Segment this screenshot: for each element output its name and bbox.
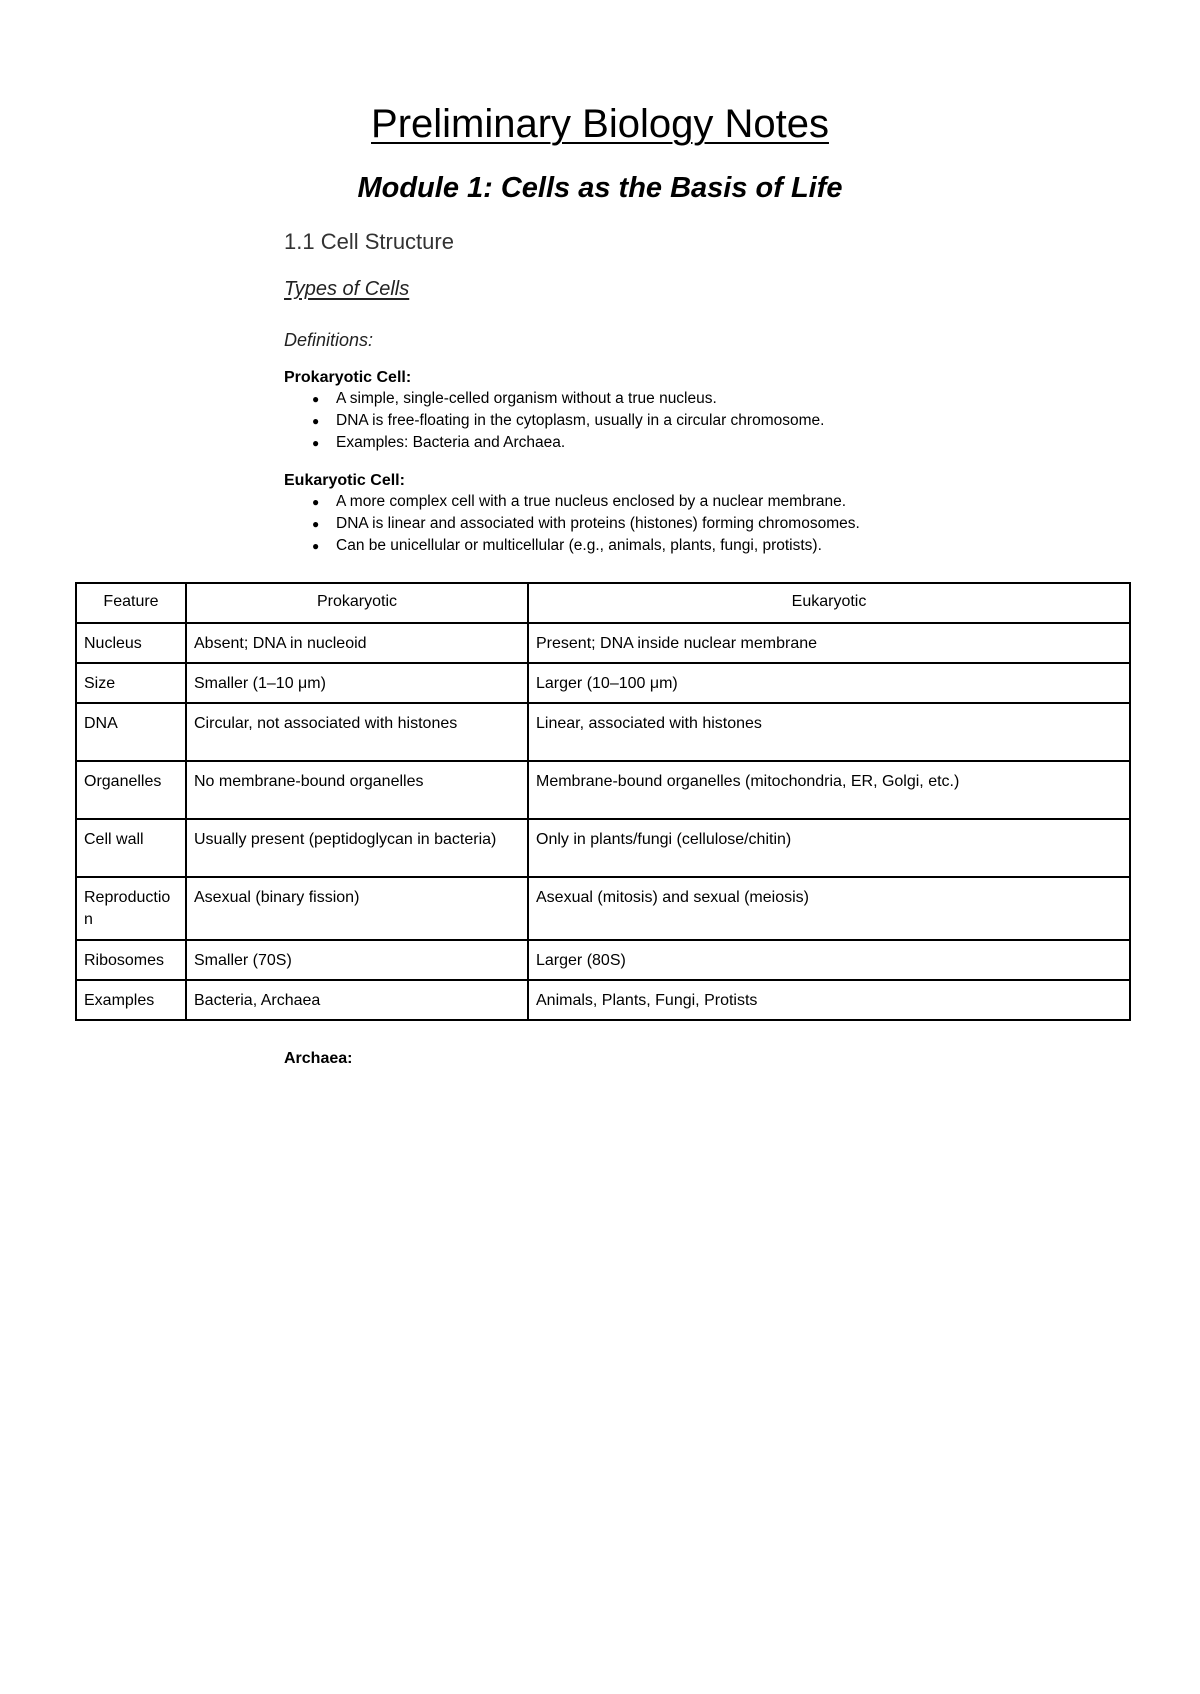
header-feature: Feature — [76, 583, 186, 623]
bullet-icon: ● — [312, 414, 320, 428]
bullet-icon: ● — [312, 495, 320, 509]
eukaryotic-cell: Larger (10–100 μm) — [528, 663, 1130, 703]
list-item — [284, 410, 1084, 432]
bullet-icon: ● — [312, 436, 320, 450]
list-item — [284, 535, 1084, 557]
header-eukaryotic: Eukaryotic — [528, 583, 1130, 623]
prokaryotic-cell: Smaller (1–10 μm) — [186, 663, 528, 703]
list-item-text: Can be unicellular or multicellular (e.g., animals, plants, fungi, protists). — [336, 537, 822, 554]
bullet-icon: ● — [312, 517, 320, 531]
eukaryotic-cell: Larger (80S) — [528, 940, 1130, 980]
list-item-text: Examples: Bacteria and Archaea. — [336, 434, 566, 451]
prokaryotic-cell: Circular, not associated with histones — [186, 703, 528, 761]
prokaryotic-cell: Asexual (binary fission) — [186, 877, 528, 940]
prokaryotic-heading: Prokaryotic Cell: — [284, 369, 412, 386]
section-title: 1.1 Cell Structure — [284, 229, 454, 254]
list-item-text: A simple, single-celled organism without a true nucleus. — [336, 390, 717, 407]
list-item — [284, 491, 1084, 513]
feature-cell: Nucleus — [76, 623, 186, 663]
subsection-title: Types of Cells — [284, 278, 410, 300]
eukaryotic-cell: Linear, associated with histones — [528, 703, 1130, 761]
table-row — [76, 877, 1130, 940]
table-row — [76, 703, 1130, 761]
table-row — [76, 940, 1130, 980]
prokaryotic-cell: Bacteria, Archaea — [186, 980, 528, 1020]
table-row — [76, 761, 1130, 819]
prokaryotic-cell: Smaller (70S) — [186, 940, 528, 980]
eukaryotic-list — [284, 491, 1084, 557]
prokaryotic-list — [284, 388, 1084, 454]
list-item — [284, 388, 1084, 410]
list-item-text: DNA is linear and associated with proteins (histones) forming chromosomes. — [336, 515, 860, 532]
feature-cell: Size — [76, 663, 186, 703]
eukaryotic-definition — [284, 471, 1084, 557]
table-header-row — [76, 583, 1130, 623]
list-item — [284, 513, 1084, 535]
definitions-label: Definitions: — [284, 330, 374, 350]
list-item-text: DNA is free-floating in the cytoplasm, usually in a circular chromosome. — [336, 412, 825, 429]
eukaryotic-cell: Asexual (mitosis) and sexual (meiosis) — [528, 877, 1130, 940]
feature-cell: Cell wall — [76, 819, 186, 877]
feature-cell: Ribosomes — [76, 940, 186, 980]
prokaryotic-cell: Usually present (peptidoglycan in bacteria) — [186, 819, 528, 877]
comparison-table — [75, 582, 1131, 1021]
prokaryotic-definition — [284, 368, 1084, 454]
feature-cell: DNA — [76, 703, 186, 761]
archaea-heading: Archaea: — [284, 1050, 353, 1067]
eukaryotic-cell: Membrane-bound organelles (mitochondria, ER, Golgi, etc.) — [528, 761, 1130, 819]
feature-cell: Organelles — [76, 761, 186, 819]
feature-cell: Examples — [76, 980, 186, 1020]
header-prokaryotic: Prokaryotic — [186, 583, 528, 623]
table-row — [76, 819, 1130, 877]
module-title: Module 1: Cells as the Basis of Life — [357, 172, 843, 204]
eukaryotic-cell: Only in plants/fungi (cellulose/chitin) — [528, 819, 1130, 877]
table-row — [76, 623, 1130, 663]
eukaryotic-cell: Animals, Plants, Fungi, Protists — [528, 980, 1130, 1020]
bullet-icon: ● — [312, 539, 320, 553]
table-row — [76, 663, 1130, 703]
feature-cell-line: Reproductio n — [84, 889, 171, 928]
prokaryotic-cell: Absent; DNA in nucleoid — [186, 623, 528, 663]
bullet-icon: ● — [312, 392, 320, 406]
list-item-text: A more complex cell with a true nucleus enclosed by a nuclear membrane. — [336, 493, 847, 510]
page-title: Preliminary Biology Notes — [371, 102, 829, 146]
eukaryotic-heading: Eukaryotic Cell: — [284, 472, 405, 489]
feature-cell — [76, 877, 186, 940]
prokaryotic-cell: No membrane-bound organelles — [186, 761, 528, 819]
table-row — [76, 980, 1130, 1020]
eukaryotic-cell: Present; DNA inside nuclear membrane — [528, 623, 1130, 663]
list-item — [284, 432, 1084, 454]
